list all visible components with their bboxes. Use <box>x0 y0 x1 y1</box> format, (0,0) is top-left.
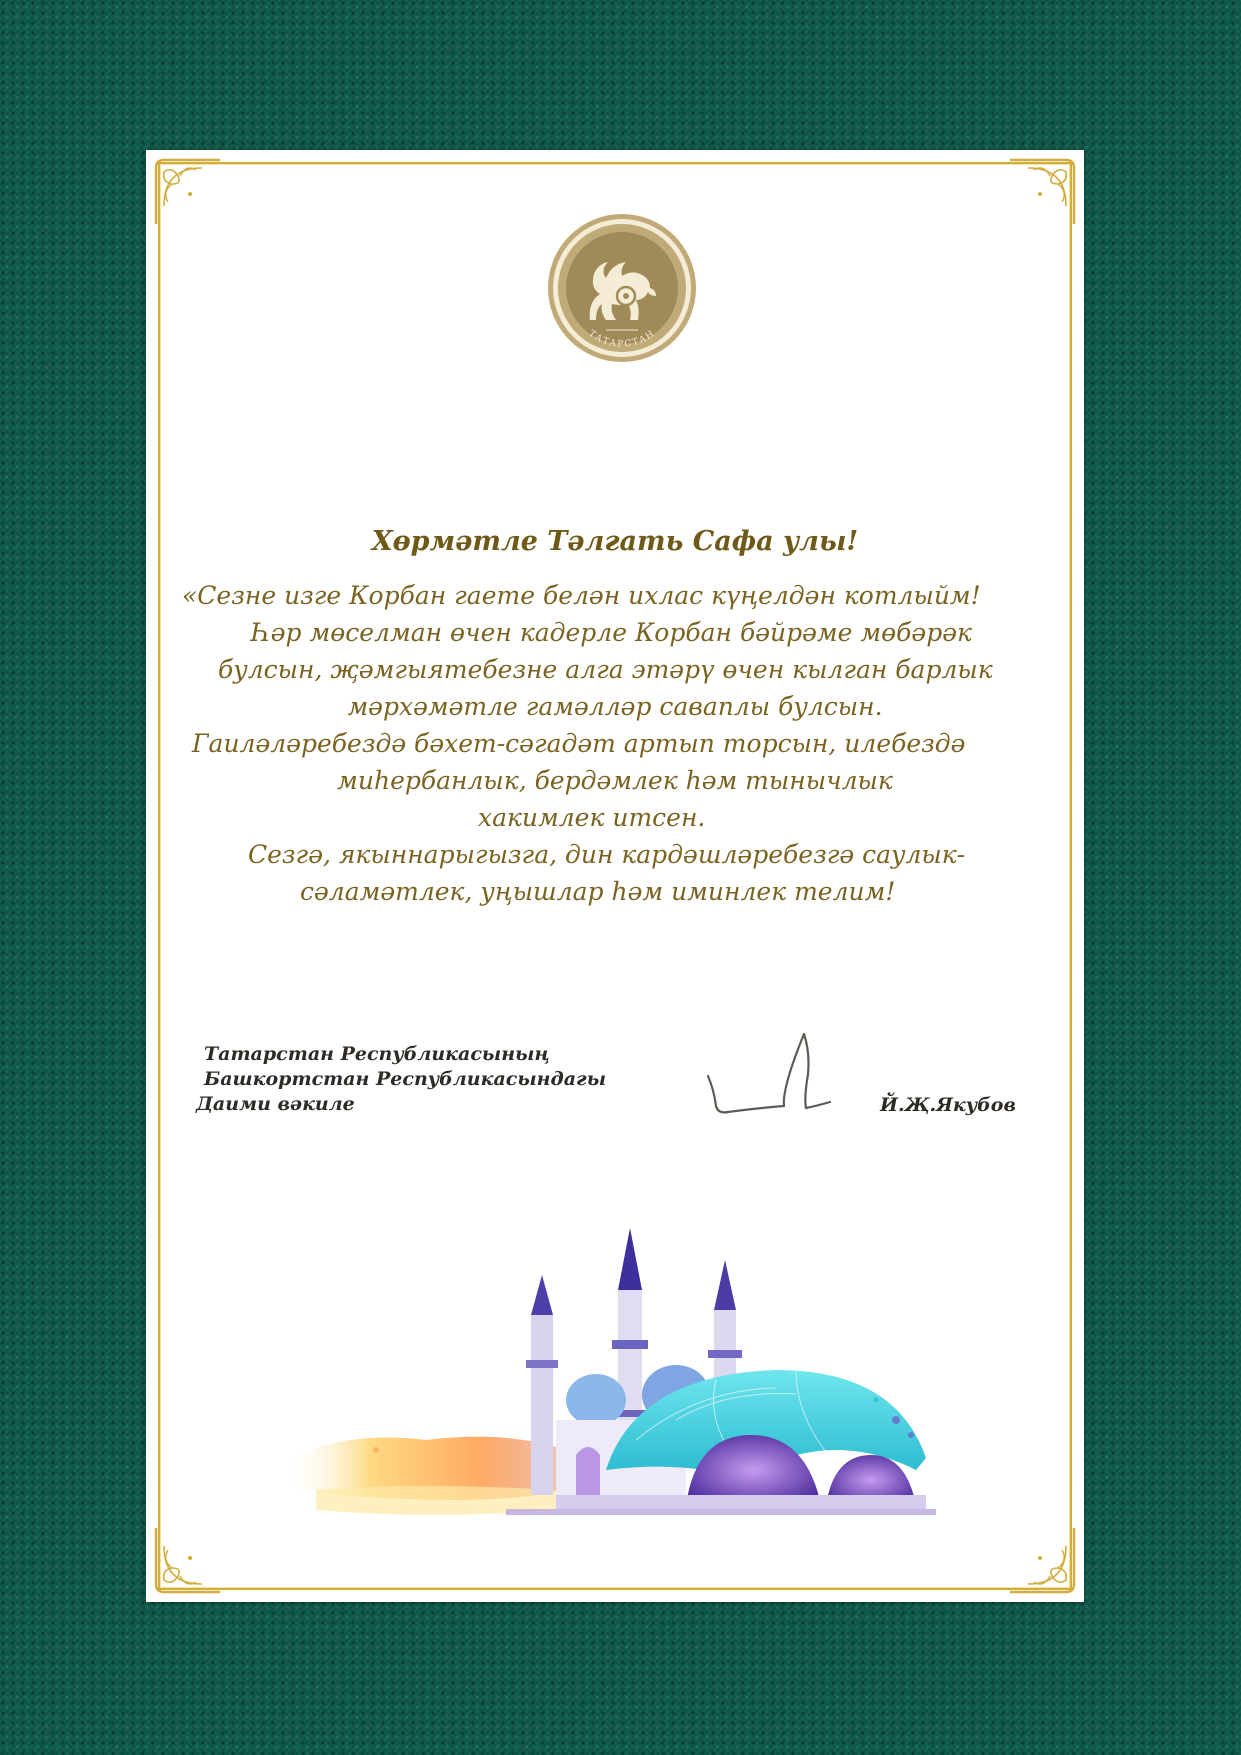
handwritten-signature-icon <box>696 1030 856 1130</box>
position-line: Татарстан Республикасының <box>204 1043 550 1065</box>
ornament-corner-icon <box>150 1508 240 1598</box>
signer-position <box>196 1042 606 1117</box>
tatarstan-emblem <box>546 212 698 364</box>
body-line: Һәр мөселман өчен кадерле Корбан бәйрәме мөбәрәк <box>252 618 972 647</box>
position-line: Башкортстан Республикасындагы <box>204 1068 607 1090</box>
ornament-corner-icon <box>990 154 1080 244</box>
body-line: хакимлек итсен. <box>478 803 706 832</box>
position-line: Даими вәкиле <box>196 1093 355 1115</box>
body-line: Гаиләләребездә бәхет-сәгадәт артып торсын, илебездә <box>192 729 966 758</box>
emblem-ring-text: ТАТАРСТАН <box>586 328 658 350</box>
greeting-body <box>182 577 1048 910</box>
body-line: сәламәтлек, уңышлар һәм иминлек телим! <box>300 877 896 906</box>
body-line: миһербанлык, бердәмлек һәм тынычлык <box>337 766 893 795</box>
signer-name: Й.Җ.Якубов <box>880 1094 1016 1116</box>
ornament-corner-icon <box>990 1508 1080 1598</box>
body-line: мәрхәмәтле гамәлләр саваплы булсын. <box>347 692 883 721</box>
kul-sharif-mosque-watercolor <box>256 1220 936 1550</box>
greeting-title: Хөрмәтле Тәлгать Сафа улы! <box>371 526 859 557</box>
greeting-card <box>146 150 1084 1602</box>
snow-leopard-emblem-icon <box>546 212 698 364</box>
ornament-corner-icon <box>150 154 240 244</box>
body-line: «Сезне изге Корбан гаете белән ихлас күңелдән котлыйм! <box>182 581 981 610</box>
body-line: булсын, җәмгыятебезне алга этәрү өчен кылган барлык <box>218 655 993 684</box>
body-line: Сезгә, якыннарыгызга, дин кардәшләребезгә саулык- <box>248 840 966 869</box>
